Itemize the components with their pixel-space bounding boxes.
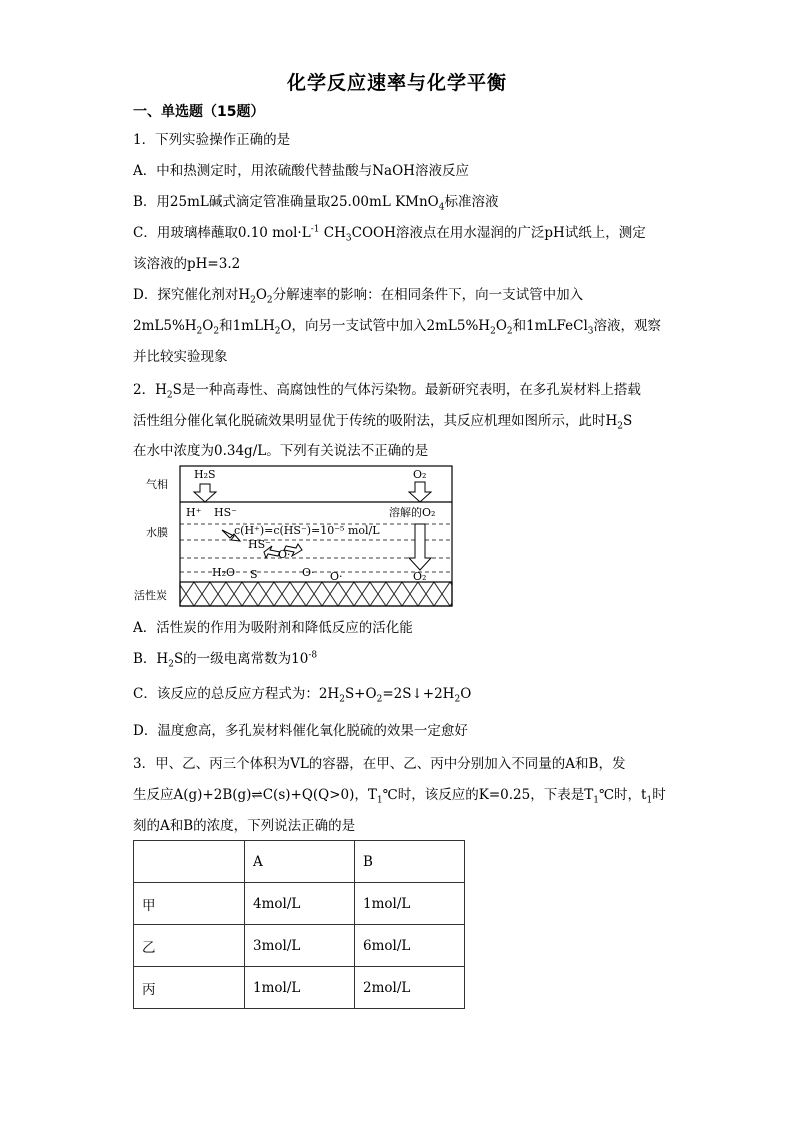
q3-stem-line1: 3．甲、乙、丙三个体积为VL的容器，在甲、乙、丙中分别加入不同量的A和B，发 [133, 756, 626, 772]
species-h2o: H₂O [212, 566, 236, 579]
table-cell: 1mol/L [355, 883, 465, 925]
species-h2s: H₂S [194, 468, 216, 481]
table-row [134, 967, 465, 1009]
o2-down-arrow [409, 482, 431, 502]
q2-stem-line3: 在水中浓度为0.34g/L。下列有关说法不正确的是 [133, 443, 429, 459]
q3-stem-line2: 生反应A(g)+2B(g)⇌C(s)+Q(Q>0)，$T_1℃$时，该反应的K=0.25，下表是$T_1℃$时，$t_1$时 [133, 787, 666, 806]
q2-option-b: B．$H_2S$的一级电离常数为$10^{-8}$ [133, 650, 318, 670]
q2-option-a: A．活性炭的作用为吸附剂和降低反应的活化能 [133, 620, 413, 636]
table-cell: 3mol/L [245, 925, 355, 967]
table-row [134, 925, 465, 967]
q1-stem: 1．下列实验操作正确的是 [133, 132, 291, 148]
concentration-label: c(H⁺)=c(HS⁻)=10⁻⁵ mol/L [234, 524, 380, 537]
table-header-row [134, 841, 465, 883]
label-water-film: 水膜 [146, 526, 168, 539]
species-o2-bottom: O₂ [413, 570, 427, 583]
q1-option-d: D．探究催化剂对$H_2O_2$分解速率的影响：在相同条件下，向一支试管中加入 [133, 287, 584, 306]
q2-stem-line2: 活性组分催化氧化脱硫效果明显优于传统的吸附法，其反应机理如图所示，此时$H_2S$ [133, 413, 633, 432]
table-cell: 4mol/L [245, 883, 355, 925]
table-cell: 乙 [134, 925, 245, 967]
q1-option-c-cont: 该溶液的pH=3.2 [133, 256, 241, 272]
q2-option-d: D．温度愈高，多孔炭材料催化氧化脱硫的效果一定愈好 [133, 723, 468, 739]
table-header-cell: A [245, 841, 355, 883]
table-header-cell: B [355, 841, 465, 883]
table-row [134, 883, 465, 925]
table-cell: 6mol/L [355, 925, 465, 967]
species-o-radical-3: O· [330, 570, 343, 583]
concentration-table [133, 840, 465, 1009]
q2-stem-line1: 2．$H_2S$是一种高毒性、高腐蚀性的气体污染物。最新研究表明，在多孔炭材料上搭载 [133, 382, 641, 401]
table-cell: 甲 [134, 883, 245, 925]
species-s: S [250, 568, 258, 581]
species-h-plus: H⁺ [186, 506, 202, 519]
species-hs: HS⁻ [248, 538, 271, 551]
q1-option-b: B．用25mL碱式滴定管准确量取25.00mL KMnO$_4$标准溶液 [133, 194, 499, 213]
species-o-radical-2: O· [302, 566, 315, 579]
species-o-radical-1: O· [278, 548, 291, 561]
q1-option-a: A．中和热测定时，用浓硫酸代替盐酸与NaOH溶液反应 [133, 163, 469, 179]
q1-option-d-cont: $2mL5\%H_2O_2$和1mLH$_2$O，向另一支试管中加入$2mL5\%H_2O_2$和1mLFeCl$_3$溶液，观察 [133, 318, 661, 337]
q3-stem-line3: 刻的A和B的浓度，下列说法正确的是 [133, 818, 356, 834]
table-cell: 2mol/L [355, 967, 465, 1009]
table-cell: 1mol/L [245, 967, 355, 1009]
table-cell: 丙 [134, 967, 245, 1009]
reaction-mechanism-diagram [130, 462, 460, 612]
species-dissolved-o2: 溶解的O₂ [389, 506, 436, 519]
species-hs-minus: HS⁻ [214, 506, 237, 519]
dissolved-o2-arrow [409, 524, 431, 570]
label-activated-carbon: 活性炭 [134, 589, 167, 602]
q1-option-c: C．用玻璃棒蘸取0.10 $mol\cdot L^{-1}$ $CH_3COOH$溶液点在用水湿润的广泛pH试纸上，测定 [133, 224, 646, 244]
label-gas-phase: 气相 [146, 478, 168, 491]
h2s-down-arrow [194, 484, 216, 502]
section-heading: 一、单选题（15题） [133, 104, 265, 120]
species-o2-top: O₂ [413, 468, 427, 481]
q1-option-d-cont2: 并比较实验现象 [133, 349, 228, 365]
page-title: 化学反应速率与化学平衡 [286, 72, 507, 94]
q2-option-c: C．该反应的总反应方程式为：$2H_2S+O_2=2S↓+2H_2O$ [133, 686, 472, 705]
activated-carbon-layer [180, 582, 452, 606]
table-header-cell [134, 841, 245, 883]
